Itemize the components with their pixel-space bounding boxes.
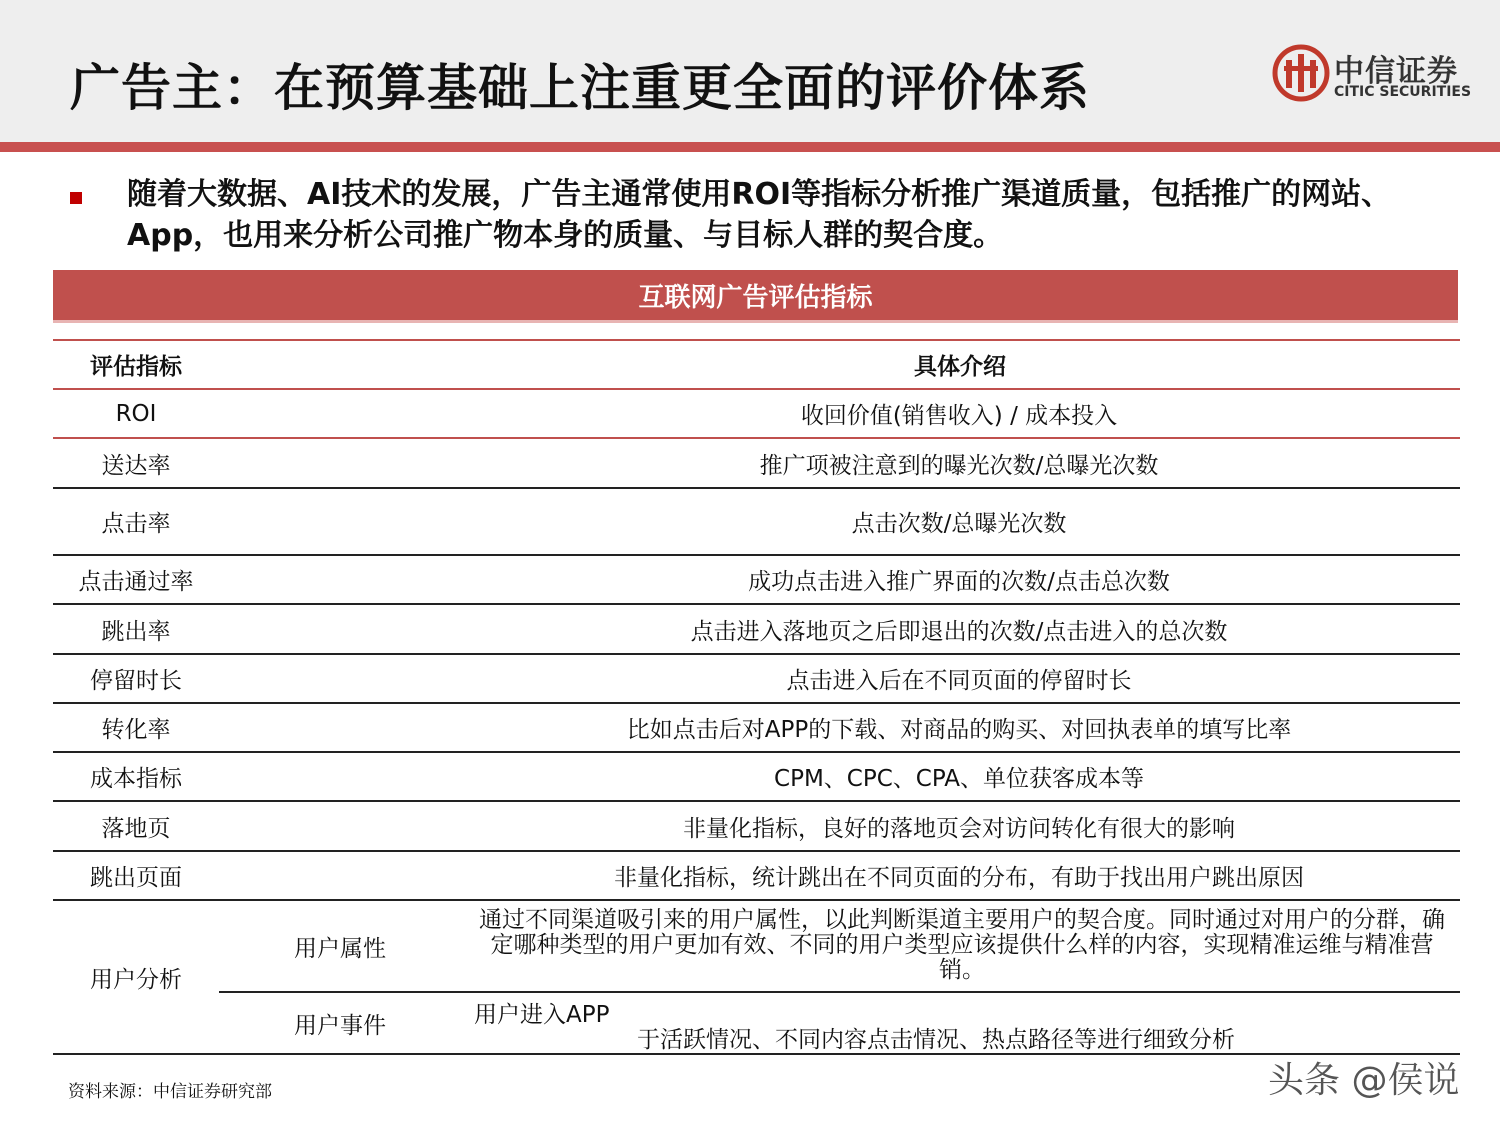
metric-cell: 转化率 — [101, 717, 171, 743]
desc-cell: 点击进入后在不同页面的停留时长 — [786, 668, 1132, 694]
row-divider — [53, 899, 1460, 901]
desc-cell: 比如点击后对APP的下载、对商品的购买、对回执表单的填写比率 — [626, 717, 1292, 743]
metric-cell: ROI — [115, 400, 157, 427]
citic-logo-icon — [1272, 44, 1330, 102]
table-top-rule — [53, 339, 1460, 341]
logo-text-en: CITIC SECURITIES — [1334, 84, 1472, 100]
metric-cell: 落地页 — [101, 815, 171, 842]
citic-logo — [1272, 44, 1472, 104]
watermark: 头条 @侯说 — [1268, 1060, 1460, 1101]
column-header-desc: 具体介绍 — [914, 354, 1006, 380]
metric-cell: 送达率 — [101, 452, 171, 479]
desc-cell: 点击次数/总曝光次数 — [851, 511, 1067, 537]
desc-cell: 收回价值(销售收入) / 成本投入 — [800, 403, 1118, 429]
source-note: 资料来源：中信证券研究部 — [68, 1082, 272, 1102]
metric-cell: 跳出页面 — [90, 865, 182, 891]
metric-cell-user-analysis: 用户分析 — [90, 966, 182, 993]
bullet-square-icon — [70, 192, 82, 204]
desc-cell: 非量化指标，统计跳出在不同页面的分布，有助于找出用户跳出原因 — [614, 865, 1304, 891]
desc-user-attribute: 通过不同渠道吸引来的用户属性，以此判断渠道主要用户的契合度。同时通过对用户的分群，确定哪种类型的用户更加有效、不同的用户类型应该提供什么样的内容，实现精准运维与精准营销。 — [479, 907, 1445, 983]
desc-user-event-line1: 用户进入APP — [474, 1002, 610, 1028]
metric-cell: 点击通过率 — [78, 569, 194, 595]
desc-cell: CPM、CPC、CPA、单位获客成本等 — [774, 766, 1144, 792]
header-rule — [0, 142, 1500, 152]
desc-cell: 点击进入落地页之后即退出的次数/点击进入的总次数 — [690, 618, 1228, 645]
column-header-metric: 评估指标 — [90, 354, 182, 380]
sub-row-divider — [219, 991, 1460, 993]
metric-cell: 跳出率 — [101, 618, 171, 645]
bullet-text: 随着大数据、AI技术的发展，广告主通常使用ROI等指标分析推广渠道质量，包括推广的网站、App，也用来分析公司推广物本身的质量、与目标人群的契合度。 — [127, 177, 1392, 253]
metric-cell: 停留时长 — [90, 668, 182, 694]
page-title: 广告主：在预算基础上注重更全面的评价体系 — [70, 59, 1090, 117]
desc-cell: 推广项被注意到的曝光次数/总曝光次数 — [759, 452, 1159, 479]
metric-cell: 点击率 — [101, 511, 171, 537]
banner-underline — [53, 320, 1458, 323]
desc-cell: 成功点击进入推广界面的次数/点击总次数 — [748, 569, 1170, 595]
logo-text-cn: 中信证券 — [1334, 54, 1458, 89]
desc-user-event-line2: 于活跃情况、不同内容点击情况、热点路径等进行细致分析 — [637, 1027, 1235, 1053]
desc-cell: 非量化指标，良好的落地页会对访问转化有很大的影响 — [683, 815, 1235, 842]
sub-metric-user-attribute: 用户属性 — [294, 936, 386, 962]
metric-cell: 成本指标 — [90, 766, 182, 792]
sub-metric-user-event: 用户事件 — [294, 1013, 386, 1039]
table-banner: 互联网广告评估指标 — [53, 270, 1458, 320]
